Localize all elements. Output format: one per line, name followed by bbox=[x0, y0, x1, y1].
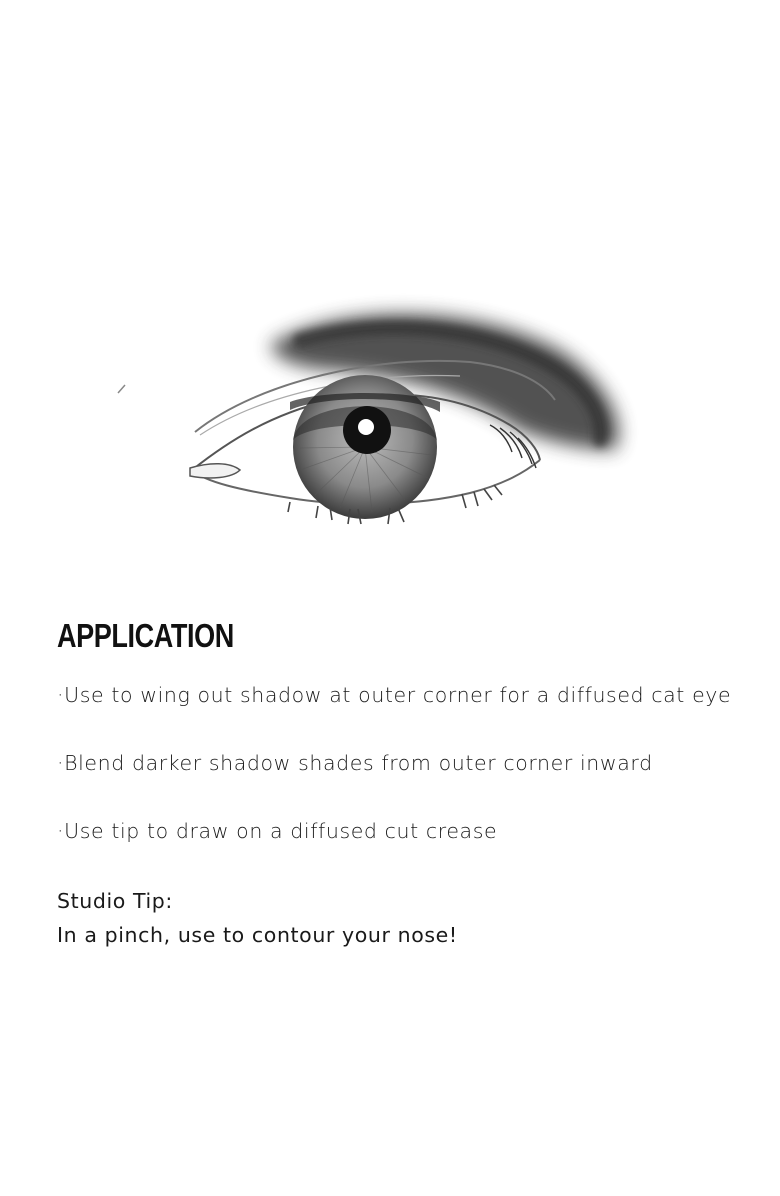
bullet-item: ·Blend darker shadow shades from outer corner inward bbox=[57, 751, 653, 775]
bullet-item: ·Use to wing out shadow at outer corner for a diffused cat eye bbox=[57, 683, 732, 707]
studio-tip-title: Studio Tip: bbox=[57, 889, 173, 913]
bullet-item: ·Use tip to draw on a diffused cut crease bbox=[57, 819, 498, 843]
application-section bbox=[57, 612, 772, 952]
eye-illustration bbox=[0, 280, 780, 550]
eye-highlight bbox=[358, 419, 374, 435]
studio-tip-text: In a pinch, use to contour your nose! bbox=[57, 923, 458, 947]
stray-stroke bbox=[118, 385, 125, 393]
application-heading: APPLICATION bbox=[57, 617, 234, 654]
